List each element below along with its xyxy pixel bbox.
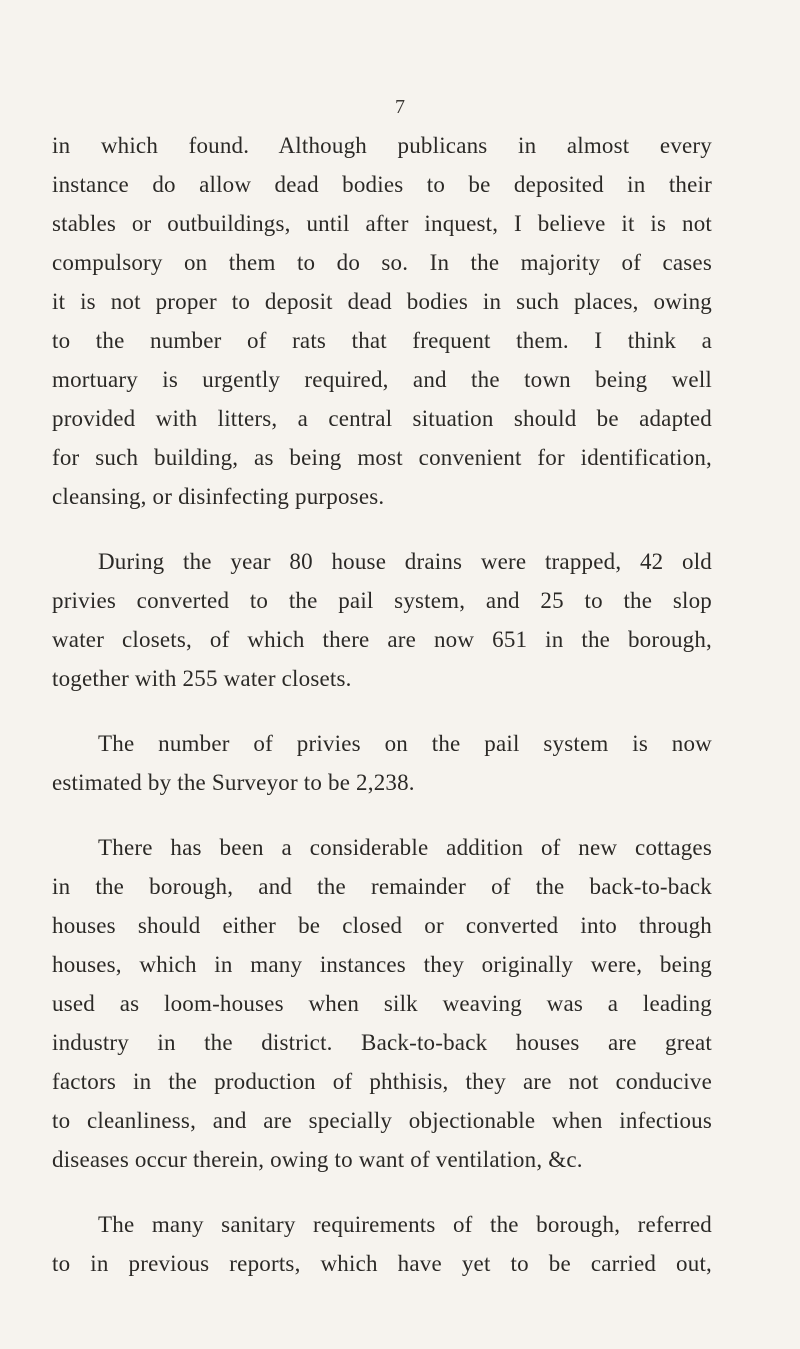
text-line: mortuary is urgently required, and the town being well xyxy=(52,367,712,392)
paragraph-back-to-back xyxy=(52,828,712,1179)
text-line: The many sanitary requirements of the borough, referred xyxy=(98,1212,712,1237)
body-text xyxy=(52,126,712,1309)
paragraph-sanitary-requirements xyxy=(52,1205,712,1283)
text-line: to in previous reports, which have yet to be carried out, xyxy=(52,1251,712,1276)
text-line: provided with litters, a central situation should be adapted xyxy=(52,406,712,431)
text-line: in the borough, and the remainder of the back-to-back xyxy=(52,874,712,899)
text-line: cleansing, or disinfecting purposes. xyxy=(52,484,385,509)
text-line: together with 255 water closets. xyxy=(52,666,352,691)
text-line: factors in the production of phthisis, they are not conducive xyxy=(52,1069,712,1094)
text-line: diseases occur therein, owing to want of ventilation, &c. xyxy=(52,1147,583,1172)
text-line: estimated by the Surveyor to be 2,238. xyxy=(52,770,415,795)
text-line: water closets, of which there are now 651 in the borough, xyxy=(52,627,712,652)
page-number: 7 xyxy=(395,96,405,118)
text-line: stables or outbuildings, until after inquest, I believe it is not xyxy=(52,211,712,236)
text-line: to cleanliness, and are specially objectionable when infectious xyxy=(52,1108,712,1133)
text-line: houses, which in many instances they originally were, being xyxy=(52,952,712,977)
text-line: houses should either be closed or converted into through xyxy=(52,913,712,938)
text-line: used as loom-houses when silk weaving was a leading xyxy=(52,991,712,1016)
paragraph-drains xyxy=(52,542,712,698)
text-line: industry in the district. Back-to-back houses are great xyxy=(52,1030,712,1055)
text-line: in which found. Although publicans in almost every xyxy=(52,133,712,158)
text-line: instance do allow dead bodies to be deposited in their xyxy=(52,172,712,197)
text-line: to the number of rats that frequent them. I think a xyxy=(52,328,712,353)
text-line: privies converted to the pail system, and 25 to the slop xyxy=(52,588,712,613)
text-line: compulsory on them to do so. In the majority of cases xyxy=(52,250,712,275)
text-line: The number of privies on the pail system is now xyxy=(98,731,712,756)
text-line: it is not proper to deposit dead bodies in such places, owing xyxy=(52,289,712,314)
paragraph-mortuary xyxy=(52,126,712,516)
paragraph-privies xyxy=(52,724,712,802)
text-line: During the year 80 house drains were trapped, 42 old xyxy=(98,549,712,574)
text-line: for such building, as being most convenient for identification, xyxy=(52,445,712,470)
text-line: There has been a considerable addition of new cottages xyxy=(98,835,712,860)
